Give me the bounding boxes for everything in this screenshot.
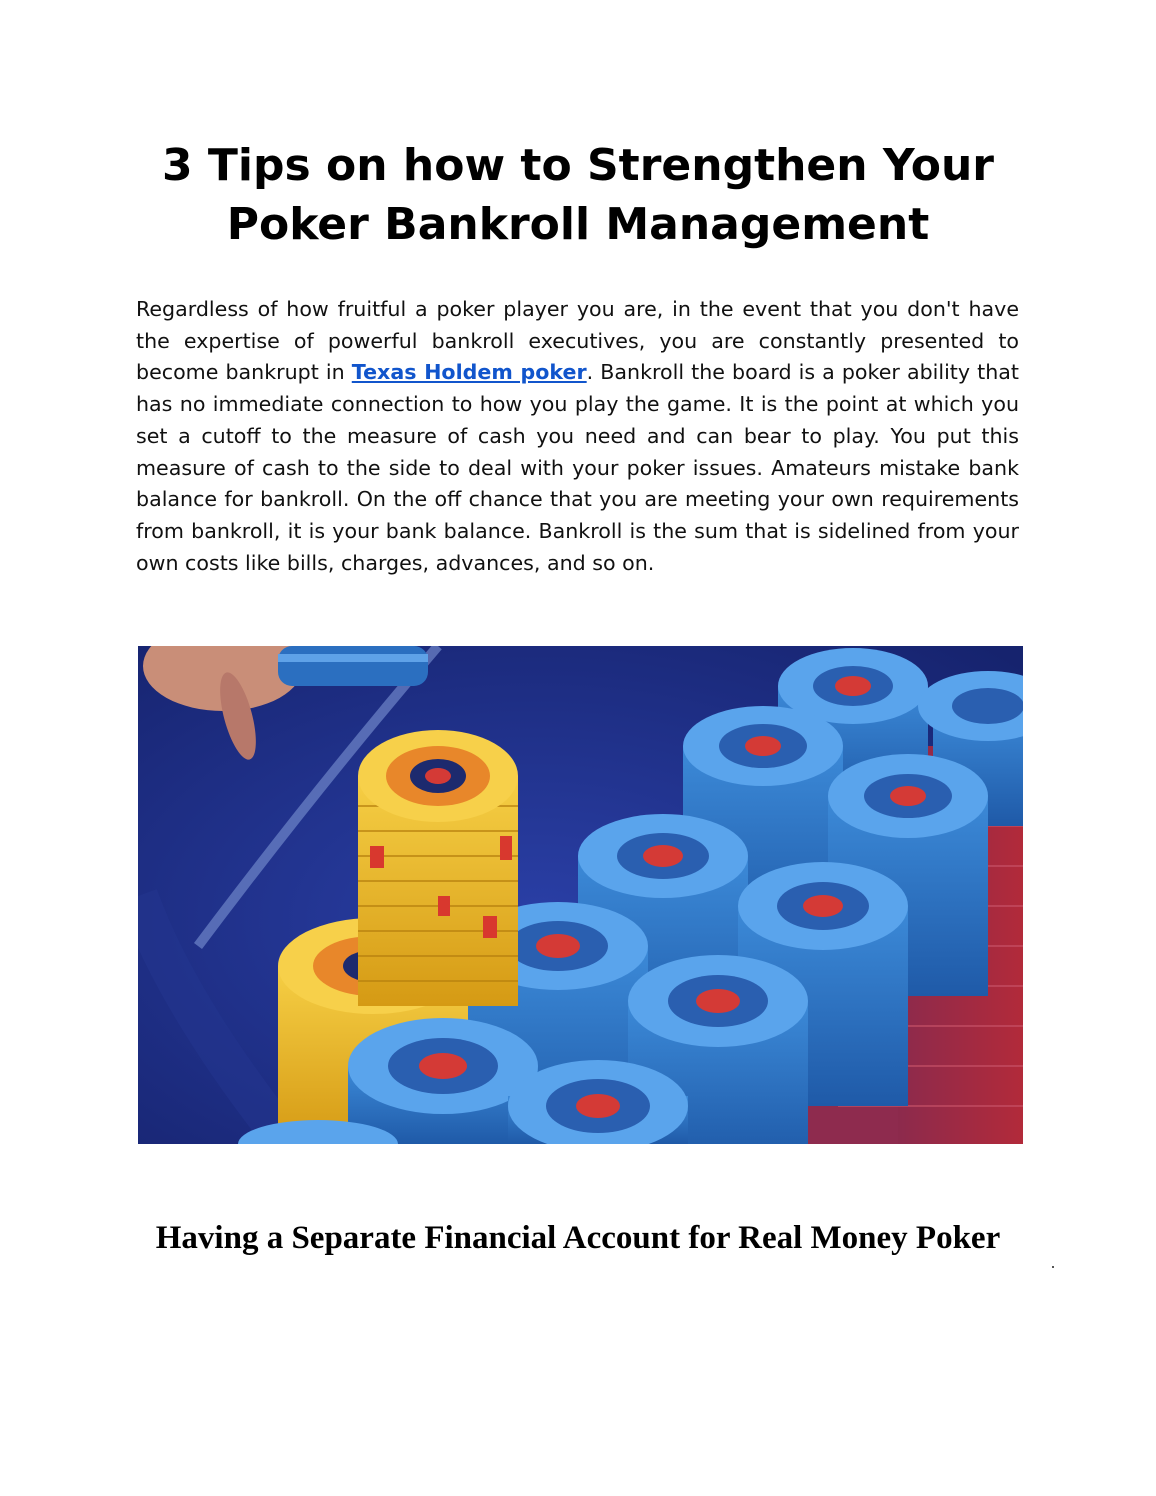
document-title — [100, 136, 1056, 254]
poker-chips-illustration — [138, 646, 1023, 1144]
poker-chips-photo — [138, 646, 1023, 1144]
document-title-line-2: Poker Bankroll Management — [226, 199, 930, 250]
intro-text-after-link: . Bankroll the board is a poker ability that has no immediate connection to how you play the game. It is the point at which you set a cutoff to the measure of cash you need and can bear to play. You put this measure of cash to the side to deal with your poker issues. Amateurs mistake bank balance for bankroll. On the off chance that you are meeting your own requirements from bankroll, it is your bank balance. Bankroll is the sum that is sidelined from your own costs like bills, charges, advances, and so on. — [136, 360, 1019, 575]
texas-holdem-poker-link[interactable]: Texas Holdem poker — [351, 360, 587, 385]
stray-dot — [1052, 1266, 1054, 1268]
intro-paragraph — [136, 294, 1019, 579]
intro-text-before-link: Regardless of how fruitful a poker player you are, in the event that you don't have the expertise of powerful bankroll executives, you are constantly presented to become bankrupt in — [136, 297, 1019, 385]
section-heading: Having a Separate Financial Account for Real Money Poker — [155, 1220, 1001, 1256]
document-title-line-1: 3 Tips on how to Strengthen Your — [161, 140, 994, 191]
